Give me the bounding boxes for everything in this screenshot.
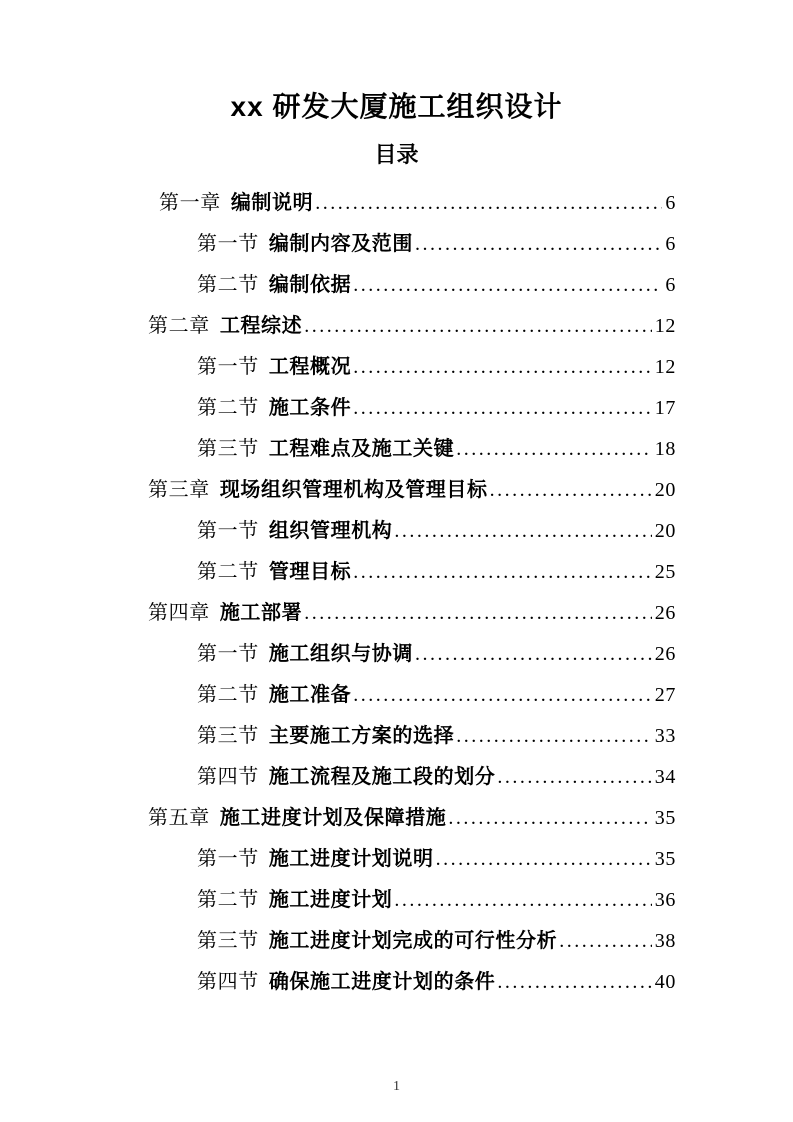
toc-entry-page: 26 xyxy=(654,643,676,665)
toc-entry-page: 34 xyxy=(654,766,676,788)
toc-entry[interactable] xyxy=(132,921,676,962)
toc-entry[interactable] xyxy=(132,716,676,757)
toc-entry-title: 施工进度计划说明 xyxy=(268,848,434,870)
toc-dot-leader xyxy=(353,265,662,306)
toc-entry-title: 工程难点及施工关键 xyxy=(268,438,455,460)
toc-entry-page: 12 xyxy=(654,356,676,378)
toc-entry-page: 35 xyxy=(654,807,676,829)
toc-dot-leader xyxy=(353,675,652,716)
toc-entry-prefix: 第五章 xyxy=(148,807,210,829)
toc-entry-title: 工程概况 xyxy=(268,356,352,378)
toc-entry[interactable] xyxy=(132,593,676,634)
toc-entry-title: 编制说明 xyxy=(230,192,314,214)
toc-entry-title: 编制内容及范围 xyxy=(268,233,414,255)
toc-entry-title: 确保施工进度计划的条件 xyxy=(268,971,496,993)
toc-entry-title: 现场组织管理机构及管理目标 xyxy=(219,479,488,501)
toc-entry-prefix: 第三节 xyxy=(197,438,259,460)
toc-dot-leader xyxy=(448,798,651,839)
toc-entry[interactable] xyxy=(132,183,676,224)
toc-entry-prefix: 第一节 xyxy=(197,233,259,255)
toc-entry[interactable] xyxy=(132,634,676,675)
toc-entry-prefix: 第一节 xyxy=(197,356,259,378)
toc-entry-page: 6 xyxy=(665,233,676,255)
toc-entry-page: 17 xyxy=(654,397,676,419)
toc-entry-page: 6 xyxy=(665,274,676,296)
toc-entry-prefix: 第四节 xyxy=(197,766,259,788)
toc-entry-title: 施工进度计划 xyxy=(268,889,393,911)
toc-entry[interactable] xyxy=(132,511,676,552)
toc-dot-leader xyxy=(315,183,662,224)
toc-entry-page: 6 xyxy=(665,192,676,214)
toc-entry-title: 主要施工方案的选择 xyxy=(268,725,455,747)
toc-entry-prefix: 第三章 xyxy=(148,479,210,501)
toc-dot-leader xyxy=(436,839,652,880)
toc-dot-leader xyxy=(456,716,652,757)
toc-entry[interactable] xyxy=(132,306,676,347)
toc-dot-leader xyxy=(394,511,651,552)
toc-entry[interactable] xyxy=(132,429,676,470)
toc-entry[interactable] xyxy=(132,757,676,798)
toc-entry[interactable] xyxy=(132,798,676,839)
toc-dot-leader xyxy=(490,470,652,511)
toc-entry-page: 12 xyxy=(654,315,676,337)
toc-entry[interactable] xyxy=(132,265,676,306)
toc-entry-title: 组织管理机构 xyxy=(268,520,393,542)
document-title: xx 研发大厦施工组织设计 xyxy=(230,91,563,122)
toc-entry[interactable] xyxy=(132,962,676,1003)
toc-entry-page: 40 xyxy=(654,971,676,993)
toc-heading: 目录 xyxy=(374,142,419,167)
toc-entry-prefix: 第四章 xyxy=(148,602,210,624)
toc-entry-title: 施工进度计划及保障措施 xyxy=(219,807,447,829)
toc-entry-title: 管理目标 xyxy=(268,561,352,583)
footer-page-number: 1 xyxy=(393,1079,400,1094)
toc-dot-leader xyxy=(415,634,652,675)
toc-entry-prefix: 第二节 xyxy=(197,561,259,583)
toc-entry-prefix: 第三节 xyxy=(197,930,259,952)
toc-list xyxy=(132,183,676,1003)
toc-dot-leader xyxy=(559,921,652,962)
toc-entry-title: 施工部署 xyxy=(219,602,303,624)
toc-entry-prefix: 第二节 xyxy=(197,397,259,419)
toc-dot-leader xyxy=(497,757,651,798)
toc-dot-leader xyxy=(353,388,652,429)
toc-entry[interactable] xyxy=(132,224,676,265)
toc-entry-prefix: 第二节 xyxy=(197,684,259,706)
toc-dot-leader xyxy=(304,306,652,347)
toc-entry-page: 27 xyxy=(654,684,676,706)
toc-entry[interactable] xyxy=(132,552,676,593)
toc-entry-prefix: 第三节 xyxy=(197,725,259,747)
toc-entry-title: 施工准备 xyxy=(268,684,352,706)
toc-entry-page: 35 xyxy=(654,848,676,870)
toc-entry-prefix: 第四节 xyxy=(197,971,259,993)
toc-entry-title: 施工条件 xyxy=(268,397,352,419)
toc-entry[interactable] xyxy=(132,880,676,921)
toc-entry-title: 工程综述 xyxy=(219,315,303,337)
toc-dot-leader xyxy=(353,347,652,388)
toc-entry-page: 18 xyxy=(654,438,676,460)
toc-entry[interactable] xyxy=(132,347,676,388)
toc-entry-page: 38 xyxy=(654,930,676,952)
toc-entry-prefix: 第二节 xyxy=(197,274,259,296)
toc-entry-page: 25 xyxy=(654,561,676,583)
toc-entry-title: 编制依据 xyxy=(268,274,352,296)
toc-dot-leader xyxy=(394,880,651,921)
toc-entry-prefix: 第一节 xyxy=(197,848,259,870)
toc-dot-leader xyxy=(304,593,652,634)
toc-dot-leader xyxy=(415,224,662,265)
toc-entry-page: 26 xyxy=(654,602,676,624)
toc-entry-prefix: 第二章 xyxy=(148,315,210,337)
toc-entry-prefix: 第一章 xyxy=(159,192,221,214)
toc-dot-leader xyxy=(497,962,651,1003)
toc-entry-title: 施工组织与协调 xyxy=(268,643,414,665)
toc-entry[interactable] xyxy=(132,388,676,429)
toc-entry-page: 20 xyxy=(654,479,676,501)
toc-entry-page: 36 xyxy=(654,889,676,911)
toc-dot-leader xyxy=(353,552,652,593)
toc-entry-page: 20 xyxy=(654,520,676,542)
toc-entry-prefix: 第一节 xyxy=(197,520,259,542)
toc-entry[interactable] xyxy=(132,470,676,511)
toc-entry[interactable] xyxy=(132,675,676,716)
toc-entry-title: 施工流程及施工段的划分 xyxy=(268,766,496,788)
toc-entry-prefix: 第一节 xyxy=(197,643,259,665)
toc-entry[interactable] xyxy=(132,839,676,880)
toc-dot-leader xyxy=(456,429,652,470)
toc-entry-page: 33 xyxy=(654,725,676,747)
toc-entry-prefix: 第二节 xyxy=(197,889,259,911)
toc-entry-title: 施工进度计划完成的可行性分析 xyxy=(268,930,558,952)
